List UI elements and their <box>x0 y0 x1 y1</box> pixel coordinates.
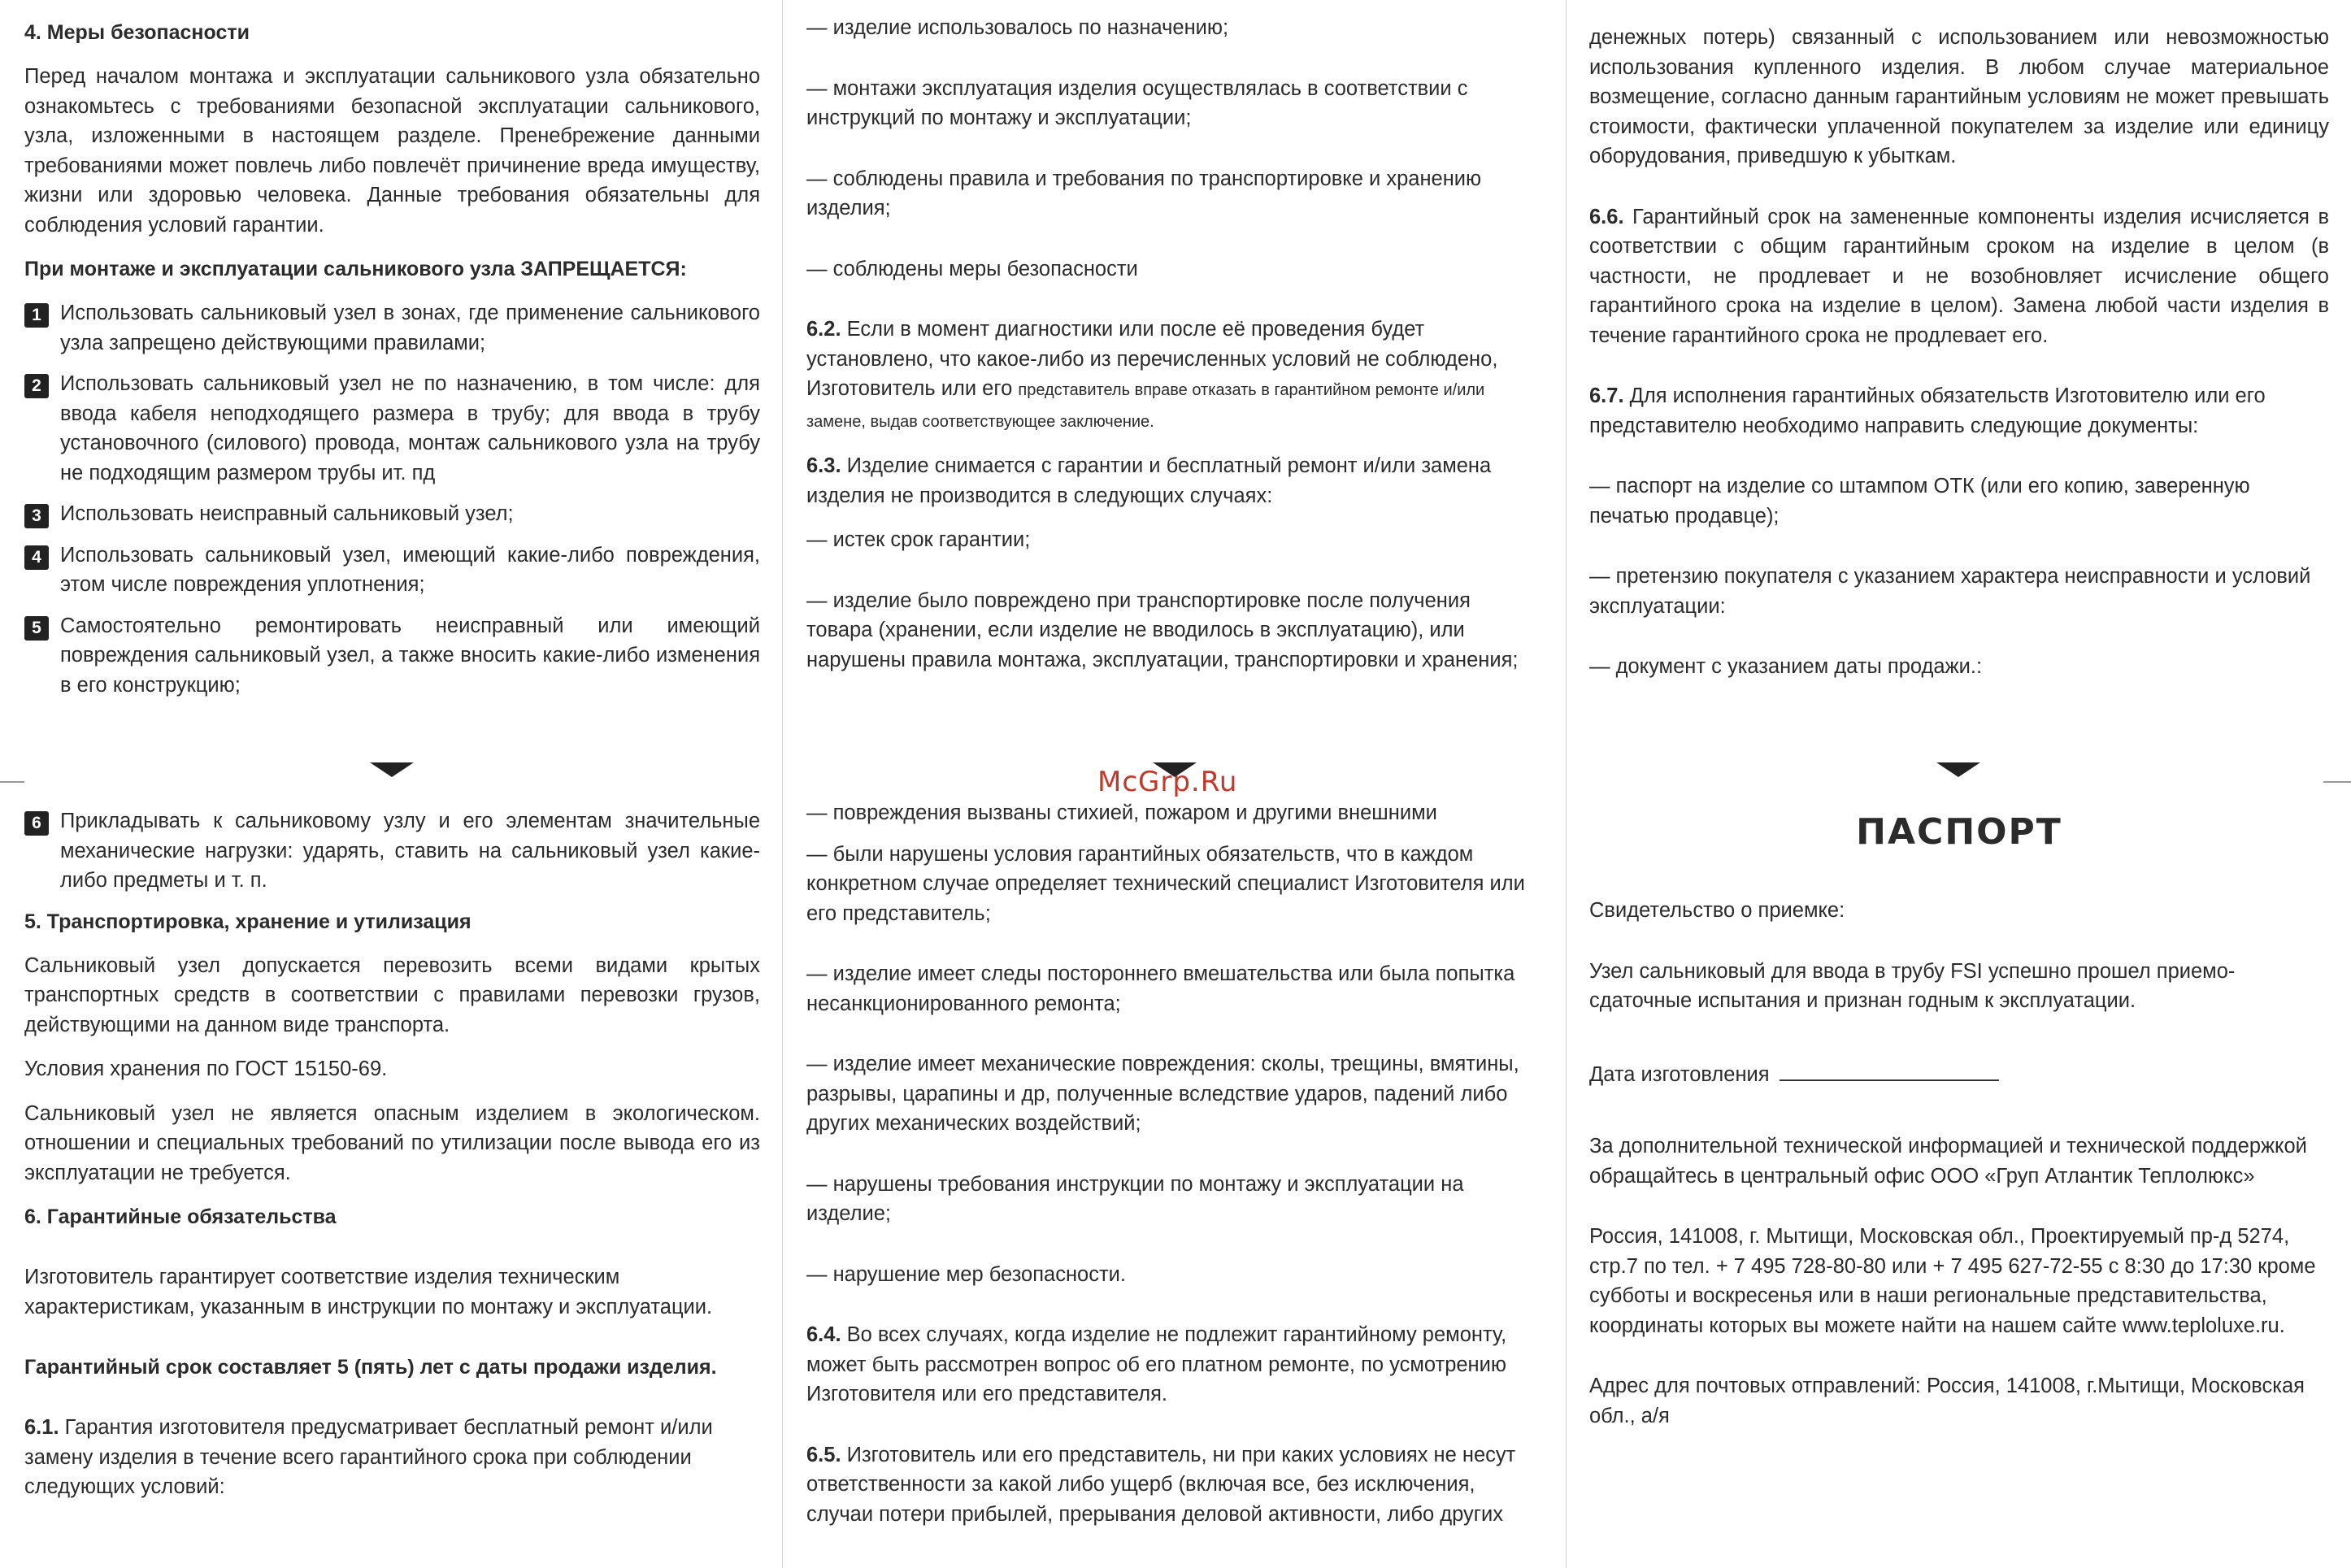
clause-text: Изделие снимается с гарантии и бесплатный ремонт и/или замена изделия не производится в следующих случаях: <box>806 454 1492 507</box>
column-2-top <box>806 13 1542 675</box>
acceptance-label: Свидетельство о приемке: <box>1589 899 1845 922</box>
list-item <box>24 541 760 600</box>
list-item-text: Самостоятельно ремонтировать неисправный или имеющий повреждения сальниковый узел, а также вносить какие-либо изменения в его конструкцию; <box>60 614 760 697</box>
list-item-text: Использовать сальниковый узел, имеющий какие-либо повреждения, этом числе повреждения уплотнения; <box>60 543 760 596</box>
warranty-term: Гарантийный срок составляет 5 (пять) лет с даты продажи изделия. <box>24 1356 717 1379</box>
section-5-heading: 5. Транспортировка, хранение и утилизация <box>24 910 472 933</box>
acceptance-text: Узел сальниковый для ввода в трубу FSI успешно прошел приемо-сдаточные испытания и признан годным к эксплуатации. <box>1589 959 2236 1012</box>
clause-text: Во всех случаях, когда изделие не подлежит гарантийному ремонту, может быть рассмотрен вопрос об его платном ремонте, по усмотрению Изготовителя или его представителя. <box>806 1323 1507 1405</box>
clause-number: 6.1. <box>24 1416 59 1439</box>
number-badge: 6 <box>24 811 49 836</box>
disposal-text: Сальниковый узел не является опасным изделием в экологическом. отношении и специальных требований по утилизации после вывода его из эксплуатации не требуется. <box>24 1101 760 1184</box>
guarantee-text: Изготовитель гарантирует соответствие изделия техническим характеристикам, указанным в инструкции по монтажу и эксплуатации. <box>24 1266 713 1318</box>
safety-intro: Перед началом монтажа и эксплуатации сальникового узла обязательно ознакомьтесь с требованиями безопасной эксплуатации сальникового, узла, изложенными в настоящем разделе. Пренебрежение данными требованиями может повлечь либо повлечёт причинение вреда имуществу, жизни или здоровью человека. Данные требования обязательны для соблюдения условий гарантии. <box>24 65 760 237</box>
contact-text: За дополнительной технической информацией и технической поддержкой обращайтесь в центральный офис ООО «Груп Атлантик Теплолюкс» <box>1589 1135 2307 1188</box>
transport-text: Сальниковый узел допускается перевозить всеми видами крытых транспортных средств в соответствии с правилами перевозки грузов, действующими на данном виде транспорта. <box>24 953 760 1036</box>
fold-arrow-3 <box>1936 762 1980 777</box>
clause-6-5 <box>806 1440 1542 1530</box>
number-badge: 2 <box>24 374 49 398</box>
list-item <box>24 499 760 529</box>
column-divider-left <box>782 0 783 1568</box>
condition-item: — изделие использовалось по назначению; <box>806 16 1229 39</box>
clause-text: Для исполнения гарантийных обязательств Изготовителю или его представителю необходимо направить следующие документы: <box>1589 384 2266 437</box>
condition-item: — соблюдены правила и требования по транспортировке и хранению изделия; <box>806 167 1482 219</box>
document-item: — претензию покупателя с указанием характера неисправности и условий эксплуатации: <box>1589 565 2311 618</box>
clause-number: 6.3. <box>806 454 841 477</box>
document-item: — паспорт на изделие со штампом ОТК (или его копию, заверенную печатью продавце); <box>1589 475 2250 528</box>
exclusion-item: — были нарушены условия гарантийных обязательств, что в каждом конкретном случае определяет технический специалист Изготовителя или его представитель; <box>806 842 1525 925</box>
manufacture-date <box>1589 1058 2329 1090</box>
exclusion-item: — повреждения вызваны стихией, пожаром и другими внешними <box>806 801 1437 824</box>
number-badge: 4 <box>24 545 49 570</box>
column-3-bottom <box>1589 810 2329 1431</box>
exclusion-item: — изделие имеет следы постороннего вмешательства или была попытка несанкционированного ремонта; <box>806 962 1515 1015</box>
list-item-text: Использовать неисправный сальниковый узел; <box>60 502 514 525</box>
clause-number: 6.2. <box>806 318 841 341</box>
clause-text: Изготовитель или его представитель, ни при каких условиях не несут ответственности за какой либо ущерб (включая все, без исключения, случаи потери прибылей, прерывания деловой активности, либо других <box>806 1443 1516 1526</box>
clause-text: Гарантийный срок на замененные компоненты изделия исчисляется в соответствии с общим гарантийным сроком на изделие в целом (в частности, не продлевает и не возобновляет исчисление общего гарантийного срока на изделие в целом). Замена любой части изделия в течение гарантийного срока не продлевает его. <box>1589 205 2329 347</box>
clause-6-3 <box>806 451 1542 510</box>
exclusion-item: — нарушены требования инструкции по монтажу и эксплуатации на изделие; <box>806 1172 1464 1225</box>
column-3-top <box>1589 23 2329 682</box>
clause-6-1 <box>24 1413 760 1502</box>
watermark: McGrp.Ru <box>1097 766 1238 798</box>
list-item <box>24 298 760 358</box>
list-item-text: Использовать сальниковый узел в зонах, где применение сальникового узла запрещено действующими правилами; <box>60 302 760 354</box>
clause-number: 6.5. <box>806 1443 841 1466</box>
clause-6-2 <box>806 315 1542 437</box>
postal-address: Адрес для почтовых отправлений: Россия, 141008, г.Мытищи, Московская обл., а/я <box>1589 1375 2305 1427</box>
section-6-heading: 6. Гарантийные обязательства <box>24 1205 337 1228</box>
list-item-text: Прикладывать к сальниковому узлу и его элементам значительные механические нагрузки: ударять, ставить на сальниковый узел какие-либо предметы и т. п. <box>60 810 760 892</box>
date-field[interactable] <box>1780 1058 1999 1081</box>
list-item <box>24 806 760 896</box>
clause-6-6 <box>1589 202 2329 351</box>
exclusion-item: — истек срок гарантии; <box>806 528 1031 551</box>
list-item <box>24 611 760 701</box>
number-badge: 3 <box>24 504 49 528</box>
number-badge: 5 <box>24 616 49 641</box>
column-1-bottom <box>24 806 760 1502</box>
clause-6-4 <box>806 1320 1542 1409</box>
fold-mark-left <box>0 781 24 783</box>
column-1-top <box>24 18 760 711</box>
clause-text: Если в момент диагностики или после её проведения будет установлено, что какое-либо из перечисленных условий не соблюдено, Изготовитель или его <box>806 318 1498 400</box>
clause-text: Гарантия изготовителя предусматривает бесплатный ремонт и/или замену изделия в течение всего гарантийного срока при соблюдении следующих условий: <box>24 1416 713 1498</box>
condition-item: — соблюдены меры безопасности <box>806 257 1138 280</box>
exclusion-item: — изделие было повреждено при транспортировке после получения товара (хранении, если изделие не вводилось в эксплуатацию), или нарушены правила монтажа, эксплуатации, транспортировки и хранения; <box>806 589 1519 671</box>
clause-number: 6.6. <box>1589 205 1624 228</box>
number-badge: 1 <box>24 303 49 328</box>
section-4-heading: 4. Меры безопасности <box>24 21 250 44</box>
storage-text: Условия хранения по ГОСТ 15150-69. <box>24 1058 388 1080</box>
liability-continued: денежных потерь) связанный с использованием или невозможностью использования купленного изделия. В любом случае материальное возмещение, согласно данным гарантийным условиям не может превышать стоимости, фактически уплаченной покупателем за изделие или единицу оборудования, приведшую к убыткам. <box>1589 26 2329 167</box>
clause-number: 6.7. <box>1589 384 1624 407</box>
condition-item: — монтажи эксплуатация изделия осуществлялась в соответствии с инструкций по монтажу и эксплуатации; <box>806 76 1468 129</box>
passport-title: ПАСПОРТ <box>1856 811 2062 853</box>
exclusion-item: — изделие имеет механические повреждения: сколы, трещины, вмятины, разрывы, царапины и др, полученные вследствие ударов, падений либо других механических воздействий; <box>806 1053 1519 1135</box>
clause-6-7 <box>1589 381 2329 441</box>
clause-text-small: представитель вправе отказать в гарантийном ремонте и/или замене, выдав соответствующее заключение. <box>806 381 1485 431</box>
exclusion-item: — нарушение мер безопасности. <box>806 1262 1126 1286</box>
address-text: Россия, 141008, г. Мытищи, Московская обл., Проектируемый пр-д 5274, стр.7 по тел. + 7 495 728-80-80 или + 7 495 627-72-55 с 8:30 до 17:30 кроме субботы и воскресенья или в наши региональные представительства, координаты которых вы можете найти на нашем сайте www.teploluxe.ru. <box>1589 1225 2316 1337</box>
document-item: — документ с указанием даты продажи.: <box>1589 655 1983 678</box>
fold-arrow-1 <box>370 762 414 777</box>
date-label: Дата изготовления <box>1589 1062 1770 1086</box>
column-divider-right <box>1566 0 1567 1568</box>
column-2-bottom <box>806 798 1542 1529</box>
fold-mark-right <box>2323 781 2351 783</box>
clause-number: 6.4. <box>806 1323 841 1346</box>
prohibited-heading: При монтаже и эксплуатации сальникового узла ЗАПРЕЩАЕТСЯ: <box>24 258 687 280</box>
list-item <box>24 369 760 488</box>
list-item-text: Использовать сальниковый узел не по назначению, в том числе: для ввода кабеля неподходящего размера в трубу; для ввода в трубу установочного (силового) провода, монтаж сальникового узла на трубу не подходящим размером трубы ит. пд <box>60 372 760 484</box>
